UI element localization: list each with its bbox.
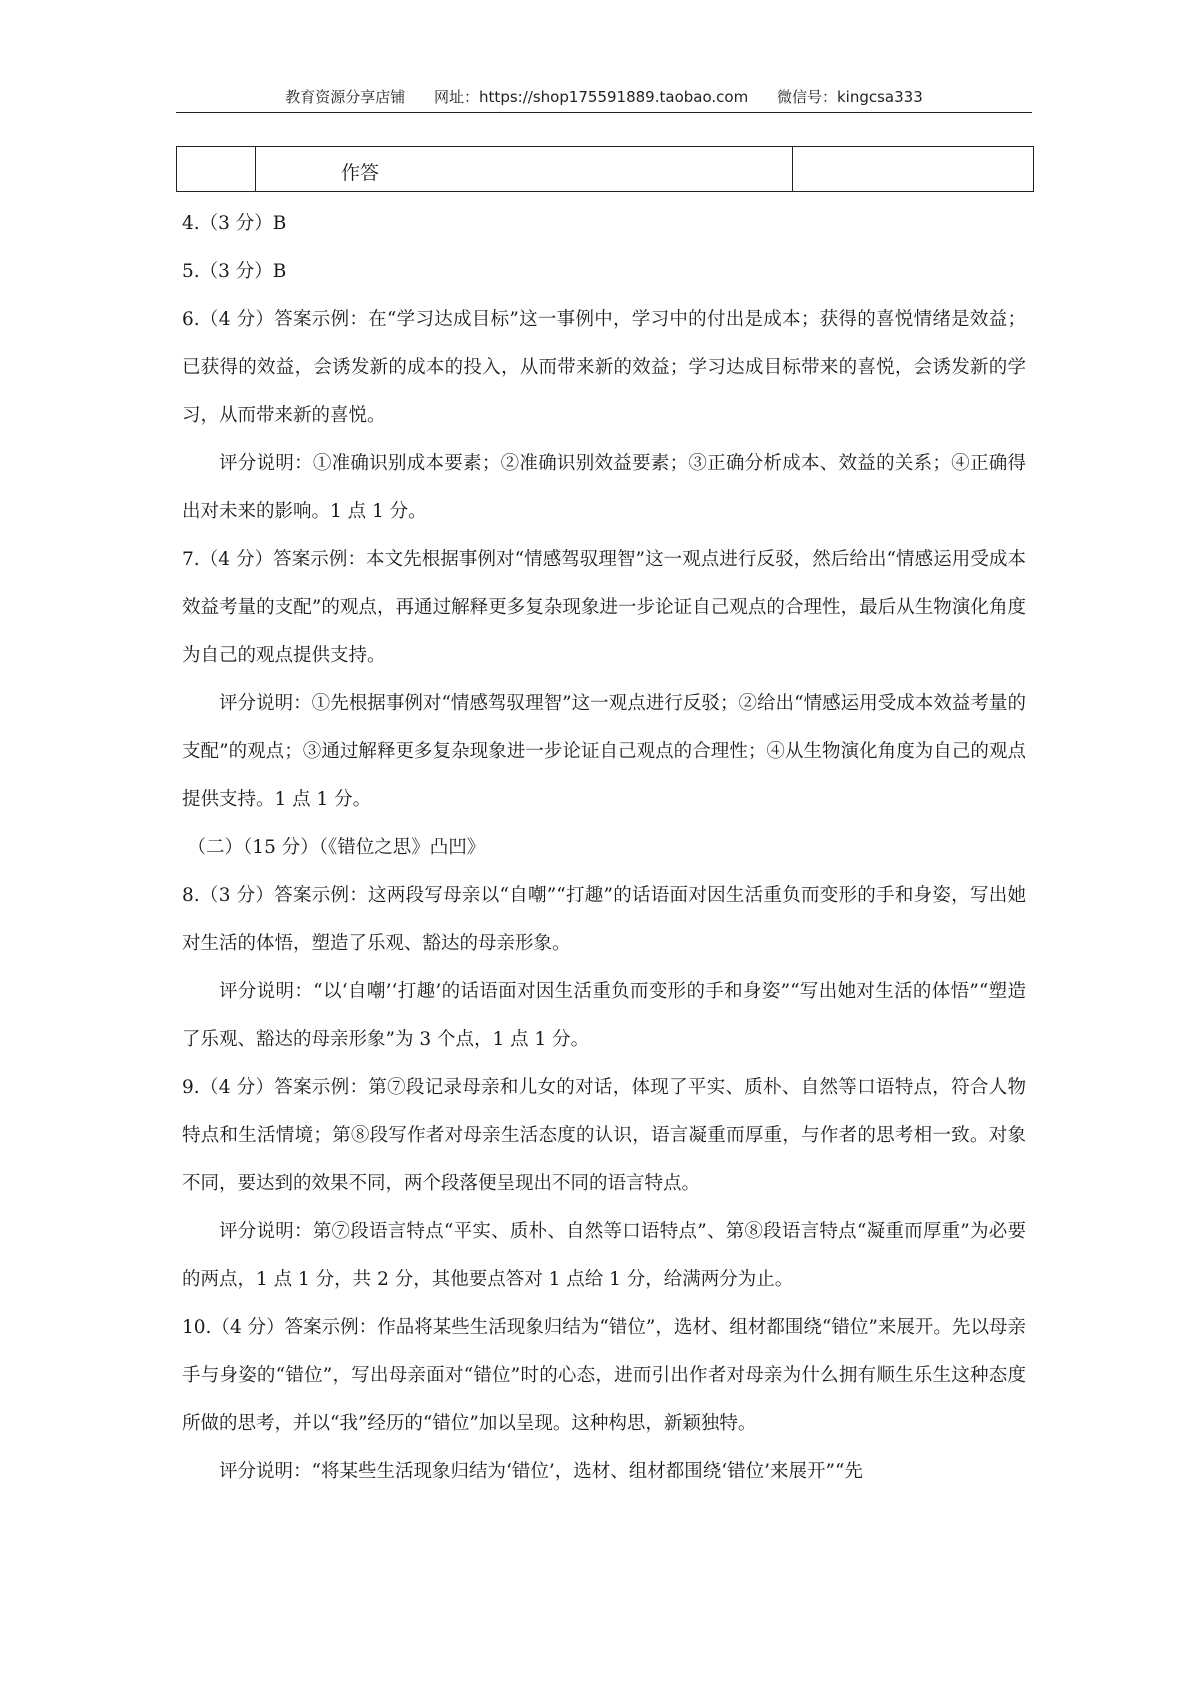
header-divider [176, 112, 1032, 113]
scoring-note-10: 评分说明：“将某些生活现象归结为‘错位’，选材、组材都围绕‘错位’来展开”“先 [219, 1461, 863, 1482]
scoring-note-6: 评分说明：①准确识别成本要素；②准确识别效益要素；③正确分析成本、效益的关系；④正确得出对未来的影响。1 点 1 分。 [182, 453, 1026, 522]
scoring-note-8: 评分说明：“以‘自嘲’‘打趣’的话语面对因生活重负而变形的手和身姿”“写出她对生活的体悟”“塑造了乐观、豁达的母亲形象”为 3 个点，1 点 1 分。 [182, 981, 1026, 1050]
answer-table-fragment [176, 146, 1034, 192]
wechat-id: 微信号：kingcsa333 [776, 88, 923, 106]
table-column-divider [792, 147, 793, 191]
table-cell-answer: 作答 [341, 162, 380, 184]
answer-4: 4.（3 分）B [182, 213, 287, 234]
answer-9: 9.（4 分）答案示例：第⑦段记录母亲和儿女的对话，体现了平实、质朴、自然等口语特点，符合人物特点和生活情境；第⑧段写作者对母亲生活态度的认识，语言凝重而厚重，与作者的思考相一致。对象不同，要达到的效果不同，两个段落便呈现出不同的语言特点。 [182, 1077, 1026, 1194]
answer-10: 10.（4 分）答案示例：作品将某些生活现象归结为“错位”，选材、组材都围绕“错位”来展开。先以母亲手与身姿的“错位”，写出母亲面对“错位”时的心态，进而引出作者对母亲为什么拥有顺生乐生这种态度所做的思考，并以“我”经历的“错位”加以呈现。这种构思，新颖独特。 [182, 1317, 1026, 1434]
shop-url: 网址：https://shop175591889.taobao.com [434, 88, 749, 106]
answer-6: 6.（4 分）答案示例：在“学习达成目标”这一事例中，学习中的付出是成本；获得的喜悦情绪是效益；已获得的效益，会诱发新的成本的投入，从而带来新的效益；学习达成目标带来的喜悦，会诱发新的学习，从而带来新的喜悦。 [182, 309, 1026, 426]
table-column-divider [255, 147, 256, 191]
scoring-note-9: 评分说明：第⑦段语言特点“平实、质朴、自然等口语特点”、第⑧段语言特点“凝重而厚重”为必要的两点，1 点 1 分，共 2 分，其他要点答对 1 点给 1 分，给满两分为止。 [182, 1221, 1026, 1290]
answer-5: 5.（3 分）B [182, 261, 287, 282]
shop-name: 教育资源分享店铺 [285, 88, 406, 106]
section-heading-2: （二）（15 分）（《错位之思》凸凹》 [187, 837, 486, 858]
scoring-note-7: 评分说明：①先根据事例对“情感驾驭理智”这一观点进行反驳；②给出“情感运用受成本效益考量的支配”的观点；③通过解释更多复杂现象进一步论证自己观点的合理性；④从生物演化角度为自己的观点提供支持。1 点 1 分。 [182, 693, 1026, 810]
answer-content [182, 200, 1026, 1496]
answer-7: 7.（4 分）答案示例：本文先根据事例对“情感驾驭理智”这一观点进行反驳，然后给出“情感运用受成本效益考量的支配”的观点，再通过解释更多复杂现象进一步论证自己观点的合理性，最后从生物演化角度为自己的观点提供支持。 [182, 549, 1026, 666]
page-header [176, 86, 1032, 107]
answer-8: 8.（3 分）答案示例：这两段写母亲以“自嘲”“打趣”的话语面对因生活重负而变形的手和身姿，写出她对生活的体悟，塑造了乐观、豁达的母亲形象。 [182, 885, 1026, 954]
